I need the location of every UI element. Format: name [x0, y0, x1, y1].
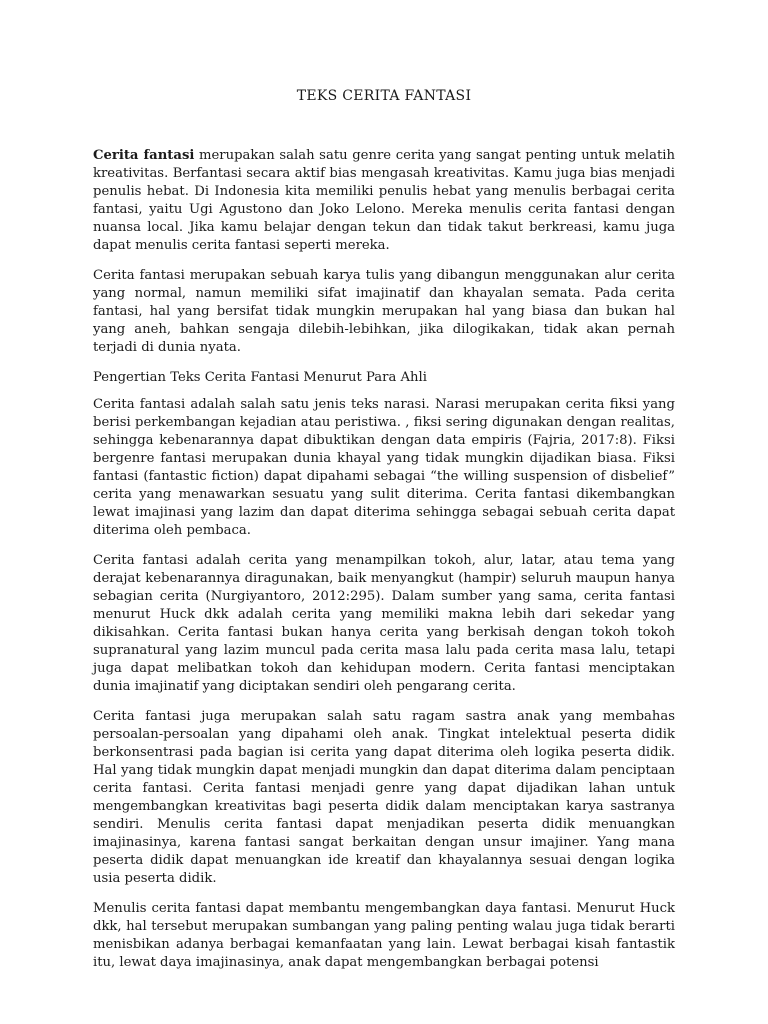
section-subheading: Pengertian Teks Cerita Fantasi Menurut Para Ahli — [93, 370, 427, 385]
paragraph-6: Menulis cerita fantasi dapat membantu mengembangkan daya fantasi. Menurut Huck dkk, hal tersebut merupakan sumbangan yang paling penting walau juga tidak berarti menisbikan adanya berbagai kemanfaatan yang lain. Lewat berbagai kisah fantastik itu, lewat daya imajinasinya, anak dapat mengembangkan berbagai potensi — [93, 901, 675, 970]
paragraph-5: Cerita fantasi juga merupakan salah satu ragam sastra anak yang membahas persoalan-persoalan yang dipahami oleh anak. Tingkat intelektual peserta didik berkonsentrasi pada bagian isi cerita yang dapat diterima oleh logika peserta didik. Hal yang tidak mungkin dapat menjadi mungkin dan dapat diterima dalam penciptaan cerita fantasi. Cerita fantasi menjadi genre yang dapat dijadikan lahan untuk mengembangkan kreativitas bagi peserta didik dalam menciptakan karya sastranya sendiri. Menulis cerita fantasi dapat menjadikan peserta didik menuangkan imajinasinya, karena fantasi sangat berkaitan dengan unsur imajiner. Yang mana peserta didik dapat menuangkan ide kreatif dan khayalannya sesuai dengan logika usia peserta didik. — [93, 709, 675, 886]
paragraph-4: Cerita fantasi adalah cerita yang menampilkan tokoh, alur, latar, atau tema yang derajat kebenarannya diragunakan, baik menyangkut (hampir) seluruh maupun hanya sebagian cerita (Nurgiyantoro, 2012:295). Dalam sumber yang sama, cerita fantasi menurut Huck dkk adalah cerita yang memiliki makna lebih dari sekedar yang dikisahkan. Cerita fantasi bukan hanya cerita yang berkisah dengan tokoh tokoh supranatural yang lazim muncul pada cerita masa lalu pada cerita masa lalu, tetapi juga dapat melibatkan tokoh dan kehidupan modern. Cerita fantasi menciptakan dunia imajinatif yang diciptakan sendiri oleh pengarang cerita. — [93, 553, 675, 694]
intro-lead-term: Cerita fantasi — [93, 148, 195, 163]
document-title: TEKS CERITA FANTASI — [296, 88, 472, 104]
intro-text: merupakan salah satu genre cerita yang sangat penting untuk melatih kreativitas. Berfantasi secara aktif bias mengasah kreativitas. Kamu juga bias menjadi penulis hebat. Di Indonesia kita memiliki penulis hebat yang menulis berbagai cerita fantasi, yaitu Ugi Agustono dan Joko Lelono. Mereka menulis cerita fantasi dengan nuansa local. Jika kamu belajar dengan tekun dan tidak takut berkreasi, kamu juga dapat menulis cerita fantasi seperti mereka. — [93, 148, 675, 253]
intro-paragraph — [93, 147, 675, 255]
paragraph-2: Cerita fantasi merupakan sebuah karya tulis yang dibangun menggunakan alur cerita yang normal, namun memiliki sifat imajinatif dan khayalan semata. Pada cerita fantasi, hal yang bersifat tidak mungkin merupakan hal yang biasa dan bukan hal yang aneh, bahkan sengaja dilebih-lebihkan, jika dilogikakan, tidak akan pernah terjadi di dunia nyata. — [93, 268, 675, 355]
paragraph-3: Cerita fantasi adalah salah satu jenis teks narasi. Narasi merupakan cerita fiksi yang berisi perkembangan kejadian atau peristiwa. , fiksi sering digunakan dengan realitas, sehingga kebenarannya dapat dibuktikan dengan data empiris (Fajria, 2017:8). Fiksi bergenre fantasi merupakan dunia khayal yang tidak mungkin dijadikan biasa. Fiksi fantasi (fantastic fiction) dapat dipahami sebagai “the willing suspension of disbelief” cerita yang menawarkan sesuatu yang sulit diterima. Cerita fantasi dikembangkan lewat imajinasi yang lazim dan dapat diterima sehingga sebagai sebuah cerita dapat diterima oleh pembaca. — [93, 397, 675, 538]
document-body — [93, 147, 675, 984]
